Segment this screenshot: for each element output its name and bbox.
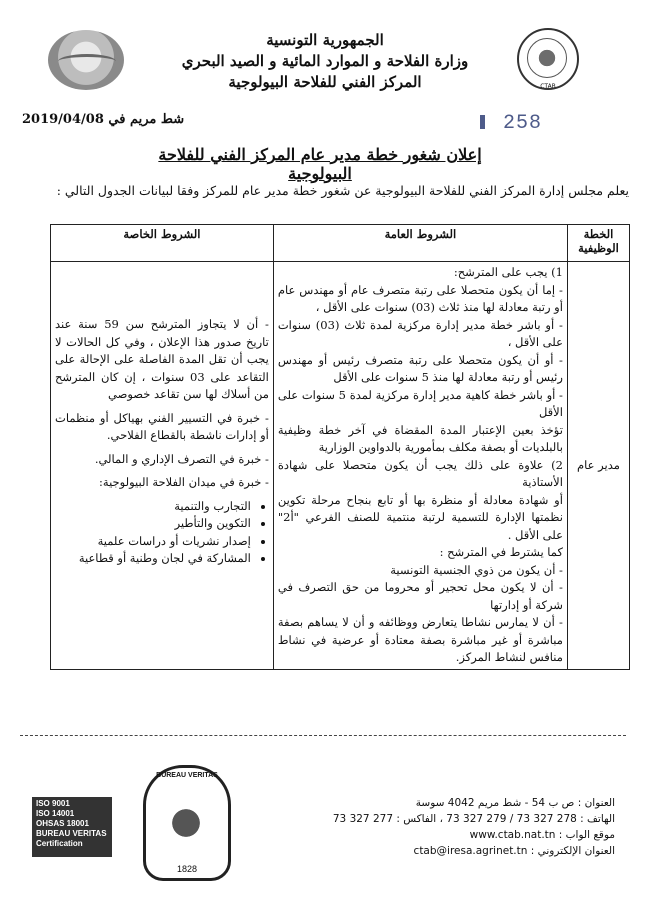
special-paragraph: - خبرة في ميدان الفلاحة البيولوجية: [99, 475, 269, 489]
special-paragraph: - خبرة في التصرف الإداري و المالي. [94, 451, 269, 466]
phone-line: الهاتف : 278 327 73 / 279 327 73 ، الفاكس : 277 327 73 [332, 813, 615, 825]
general-line: - أو باشر خطة مدير إدارة مركزية لمدة ثلاث (03) سنوات على الأقل ، [277, 317, 563, 349]
special-paragraph: - أن لا يتجاوز المترشح سن 59 سنة عند تاريخ صدور هذا الإعلان ، وفي كل الحالات لا يجب أن تقل المدة الفاصلة على الإحالة على التقاعد على 03 سنوات ، إن كان المترشح من أسلاك لها سن تقاعد خصوصي [55, 317, 269, 401]
list-item: • المشاركة في لجان وطنية أو قطاعية [55, 550, 251, 568]
special-bullet-list [55, 498, 269, 568]
contact-block [265, 795, 615, 859]
website-line[interactable]: موقع الواب : www.ctab.nat.tn [469, 829, 615, 841]
general-line: 2) علاوة على ذلك يجب أن يكون متحصلا على شهادة الأستاذية [277, 457, 563, 489]
general-line: - أو أن يكون متحصلا على رتبة متصرف رئيس أو مهندس رئيس أو رتبة معادلة لها منذ 5 سنوات على الأقل [277, 352, 563, 384]
table-header-row [51, 225, 630, 262]
special-conditions [51, 262, 274, 670]
general-line: 1) يجب على المترشح: [453, 265, 563, 279]
header-republic: الجمهورية التونسية [266, 31, 384, 49]
address-line: العنوان : ص ب 54 - شط مريم 4042 سوسة [415, 797, 615, 809]
general-line: - أو باشر خطة كاهية مدير إدارة مركزية لمدة 5 سنوات على الأقل [277, 387, 563, 419]
document-date: شط مريم في 2019/04/08 [22, 112, 185, 127]
reference-number: 258 [480, 112, 542, 135]
list-item: • إصدار نشريات أو دراسات علمية [55, 533, 251, 551]
special-paragraph: - خبرة في التسيير الفني بهياكل أو منظمات أو إدارات ناشطة بالقطاع الفلاحي. [55, 410, 269, 442]
header-general: الشروط العامة [273, 225, 567, 262]
intro-text: يعلم مجلس إدارة المركز الفني للفلاحة البيولوجية عن شغور خطة مدير عام للمركز وفقا لبيانات الجدول التالي : [56, 183, 629, 198]
document-title: إعلان شغور خطة مدير عام المركز الفني للفلاحة البيولوجية [158, 145, 482, 183]
list-item: • التجارب والتنمية [55, 498, 251, 516]
ministry-logo [48, 30, 124, 90]
header-post: الخطة الوظيفية [567, 225, 629, 262]
header-special: الشروط الخاصة [51, 225, 274, 262]
table-row [51, 262, 630, 670]
general-line: كما يشترط في المترشح : [439, 545, 563, 559]
header-ministry: وزارة الفلاحة و الموارد المائية و الصيد البحري [181, 52, 469, 70]
conditions-table [50, 224, 630, 670]
bureau-veritas-logo: BUREAU VERITAS 1828 [143, 765, 231, 881]
general-line: - أن لا يكون محل تحجير أو محروما من حق التصرف في شركة أو إدارتها [277, 580, 563, 612]
general-line: - إما أن يكون متحصلا على رتبة متصرف عام أو مهندس عام أو رتبة معادلة لها منذ ثلاث (03) سنوات على الأقل ، [277, 282, 563, 314]
email-line[interactable]: العنوان الإلكتروني : ctab@iresa.agrinet.tn [413, 845, 615, 857]
post-cell: مدير عام [567, 262, 629, 670]
list-item: • التكوين والتأطير [55, 515, 251, 533]
ctab-logo-caption: CTAB [540, 83, 556, 90]
general-line: أو شهادة معادلة أو منظرة بها أو تابع بنجاح مرحلة تكوين نظمتها الإدارة للتسمية لرتبة منتمية للصنف الفرعي "أ2" على الأقل . [277, 492, 563, 542]
general-line: تؤخذ بعين الإعتبار المدة المقضاة في آخر خطة وظيفية بالبلديات أو بصفة مكلف بمأمورية بالدواوين الوزارية [277, 422, 563, 454]
ctab-logo [517, 28, 579, 90]
general-conditions [273, 262, 567, 670]
iso-certification-badge: ISO 9001 ISO 14001 OHSAS 18001 BUREAU VERITAS Certification [32, 797, 112, 857]
general-line: - أن يكون من ذوي الجنسية التونسية [390, 562, 563, 577]
footer-divider [20, 735, 626, 736]
general-line: - أن لا يمارس نشاطا يتعارض ووظائفه و أن لا يساهم بصفة مباشرة أو غير مباشرة بصفة معتادة أو عرضية في نشاط منافس لنشاط المركز. [277, 615, 563, 664]
header-center: المركز الفني للفلاحة البيولوجية [228, 73, 422, 91]
